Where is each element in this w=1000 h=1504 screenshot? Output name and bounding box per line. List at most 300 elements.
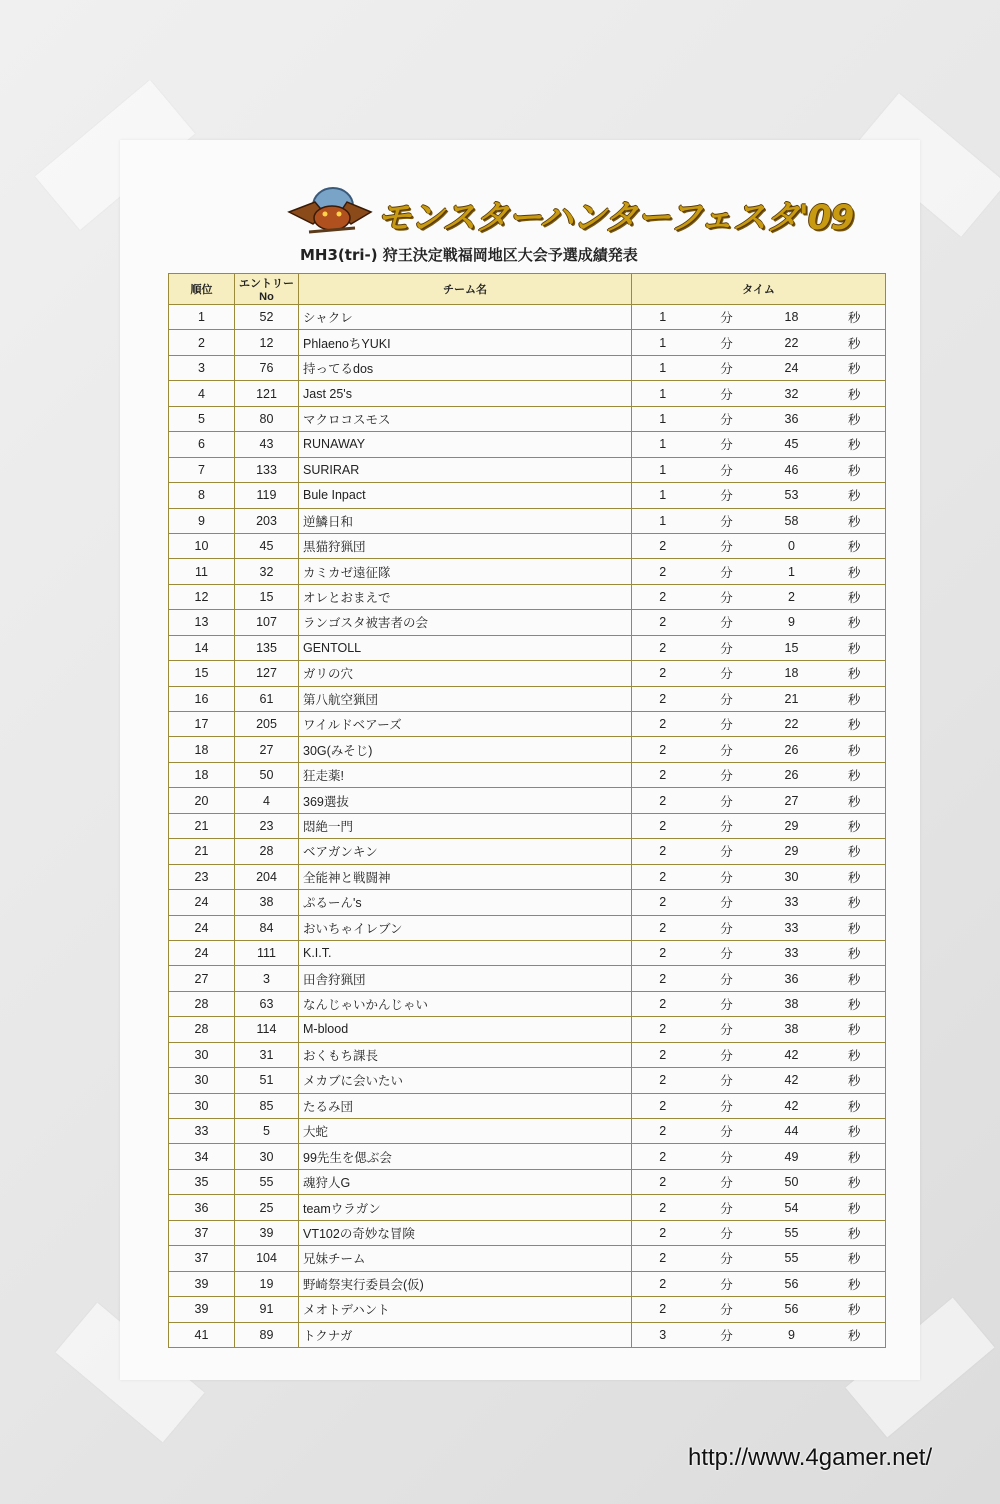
table-row [169, 839, 886, 864]
team-name-cell: おくもち課長 [299, 1042, 632, 1067]
team-name-cell: RUNAWAY [299, 432, 632, 457]
seconds-unit-cell: 秒 [824, 1169, 886, 1194]
team-name-cell: ベアガンキン [299, 839, 632, 864]
seconds-unit-cell: 秒 [824, 1119, 886, 1144]
seconds-cell: 18 [760, 661, 824, 686]
seconds-unit-cell: 秒 [824, 1195, 886, 1220]
minutes-unit-cell: 分 [694, 1271, 760, 1296]
table-row [169, 890, 886, 915]
rank-cell: 13 [169, 610, 235, 635]
minutes-unit-cell: 分 [694, 1144, 760, 1169]
minutes-unit-cell: 分 [694, 1017, 760, 1042]
minutes-cell: 1 [632, 508, 694, 533]
seconds-unit-cell: 秒 [824, 1093, 886, 1118]
seconds-cell: 30 [760, 864, 824, 889]
team-name-cell: teamウラガン [299, 1195, 632, 1220]
minutes-unit-cell: 分 [694, 1119, 760, 1144]
seconds-cell: 42 [760, 1068, 824, 1093]
minutes-unit-cell: 分 [694, 559, 760, 584]
entry-no-cell: 114 [235, 1017, 299, 1042]
seconds-unit-cell: 秒 [824, 330, 886, 355]
seconds-cell: 18 [760, 305, 824, 330]
minutes-unit-cell: 分 [694, 1246, 760, 1271]
team-name-cell: メカブに会いたい [299, 1068, 632, 1093]
site-watermark: http://www.4gamer.net/ [688, 1444, 933, 1471]
seconds-cell: 42 [760, 1042, 824, 1067]
team-name-cell: トクナガ [299, 1322, 632, 1347]
team-name-cell: 369選抜 [299, 788, 632, 813]
minutes-cell: 1 [632, 305, 694, 330]
team-name-cell: シャクレ [299, 305, 632, 330]
seconds-unit-cell: 秒 [824, 381, 886, 406]
seconds-cell: 56 [760, 1271, 824, 1296]
minutes-cell: 2 [632, 1195, 694, 1220]
seconds-unit-cell: 秒 [824, 533, 886, 558]
minutes-unit-cell: 分 [694, 406, 760, 431]
table-row [169, 610, 886, 635]
seconds-cell: 36 [760, 966, 824, 991]
entry-no-cell: 119 [235, 483, 299, 508]
entry-no-cell: 51 [235, 1068, 299, 1093]
minutes-unit-cell: 分 [694, 940, 760, 965]
team-name-cell: Jast 25's [299, 381, 632, 406]
rank-cell: 2 [169, 330, 235, 355]
rank-cell: 11 [169, 559, 235, 584]
entry-no-cell: 32 [235, 559, 299, 584]
seconds-unit-cell: 秒 [824, 839, 886, 864]
table-row [169, 1220, 886, 1245]
table-row [169, 661, 886, 686]
minutes-unit-cell: 分 [694, 1297, 760, 1322]
monster-emblem-icon [285, 184, 375, 240]
minutes-unit-cell: 分 [694, 864, 760, 889]
rank-cell: 17 [169, 712, 235, 737]
seconds-cell: 26 [760, 762, 824, 787]
minutes-unit-cell: 分 [694, 432, 760, 457]
seconds-cell: 42 [760, 1093, 824, 1118]
header-time: タイム [632, 274, 886, 305]
seconds-unit-cell: 秒 [824, 1144, 886, 1169]
minutes-unit-cell: 分 [694, 813, 760, 838]
minutes-cell: 2 [632, 533, 694, 558]
table-row [169, 305, 886, 330]
seconds-cell: 38 [760, 991, 824, 1016]
rank-cell: 28 [169, 1017, 235, 1042]
rank-cell: 1 [169, 305, 235, 330]
seconds-cell: 27 [760, 788, 824, 813]
team-name-cell: 黒猫狩猟団 [299, 533, 632, 558]
team-name-cell: 30G(みそじ) [299, 737, 632, 762]
entry-no-cell: 111 [235, 940, 299, 965]
team-name-cell: オレとおまえで [299, 584, 632, 609]
team-name-cell: ランゴスタ被害者の会 [299, 610, 632, 635]
table-row [169, 406, 886, 431]
seconds-cell: 29 [760, 813, 824, 838]
seconds-cell: 50 [760, 1169, 824, 1194]
logo-title: モンスターハンターフェスタ'09 [377, 198, 854, 238]
results-table [168, 273, 886, 1348]
seconds-unit-cell: 秒 [824, 915, 886, 940]
seconds-unit-cell: 秒 [824, 890, 886, 915]
entry-no-cell: 133 [235, 457, 299, 482]
entry-no-cell: 203 [235, 508, 299, 533]
rank-cell: 5 [169, 406, 235, 431]
entry-no-cell: 3 [235, 966, 299, 991]
seconds-cell: 21 [760, 686, 824, 711]
minutes-unit-cell: 分 [694, 1322, 760, 1347]
rank-cell: 20 [169, 788, 235, 813]
minutes-cell: 2 [632, 1068, 694, 1093]
minutes-unit-cell: 分 [694, 1093, 760, 1118]
entry-no-cell: 31 [235, 1042, 299, 1067]
rank-cell: 7 [169, 457, 235, 482]
minutes-unit-cell: 分 [694, 635, 760, 660]
rank-cell: 15 [169, 661, 235, 686]
entry-no-cell: 30 [235, 1144, 299, 1169]
seconds-unit-cell: 秒 [824, 635, 886, 660]
table-row [169, 432, 886, 457]
minutes-unit-cell: 分 [694, 330, 760, 355]
entry-no-cell: 28 [235, 839, 299, 864]
table-row [169, 355, 886, 380]
rank-cell: 21 [169, 839, 235, 864]
table-row [169, 1093, 886, 1118]
entry-no-cell: 19 [235, 1271, 299, 1296]
minutes-cell: 1 [632, 406, 694, 431]
table-row [169, 533, 886, 558]
team-name-cell: Bule Inpact [299, 483, 632, 508]
seconds-cell: 22 [760, 712, 824, 737]
minutes-unit-cell: 分 [694, 712, 760, 737]
table-row [169, 737, 886, 762]
minutes-unit-cell: 分 [694, 788, 760, 813]
entry-no-cell: 85 [235, 1093, 299, 1118]
seconds-unit-cell: 秒 [824, 406, 886, 431]
seconds-unit-cell: 秒 [824, 864, 886, 889]
seconds-cell: 58 [760, 508, 824, 533]
table-row [169, 712, 886, 737]
minutes-unit-cell: 分 [694, 305, 760, 330]
seconds-cell: 45 [760, 432, 824, 457]
team-name-cell: 持ってるdos [299, 355, 632, 380]
minutes-unit-cell: 分 [694, 737, 760, 762]
table-row [169, 813, 886, 838]
table-row [169, 1246, 886, 1271]
seconds-unit-cell: 秒 [824, 712, 886, 737]
seconds-cell: 55 [760, 1220, 824, 1245]
minutes-unit-cell: 分 [694, 483, 760, 508]
minutes-cell: 1 [632, 355, 694, 380]
entry-no-cell: 50 [235, 762, 299, 787]
seconds-cell: 24 [760, 355, 824, 380]
rank-cell: 35 [169, 1169, 235, 1194]
table-row [169, 940, 886, 965]
table-row [169, 1068, 886, 1093]
rank-cell: 30 [169, 1042, 235, 1067]
team-name-cell: 大蛇 [299, 1119, 632, 1144]
header-rank: 順位 [169, 274, 235, 305]
entry-no-cell: 104 [235, 1246, 299, 1271]
team-name-cell: GENTOLL [299, 635, 632, 660]
header-entry-no: エントリーNo [235, 274, 299, 305]
table-row [169, 381, 886, 406]
team-name-cell: カミカゼ遠征隊 [299, 559, 632, 584]
table-row [169, 1017, 886, 1042]
entry-no-cell: 205 [235, 712, 299, 737]
team-name-cell: 魂狩人G [299, 1169, 632, 1194]
minutes-cell: 2 [632, 1017, 694, 1042]
minutes-unit-cell: 分 [694, 966, 760, 991]
seconds-unit-cell: 秒 [824, 1271, 886, 1296]
team-name-cell: 99先生を偲ぶ会 [299, 1144, 632, 1169]
seconds-unit-cell: 秒 [824, 966, 886, 991]
minutes-cell: 2 [632, 635, 694, 660]
seconds-cell: 26 [760, 737, 824, 762]
minutes-cell: 2 [632, 1297, 694, 1322]
seconds-cell: 56 [760, 1297, 824, 1322]
table-row [169, 1119, 886, 1144]
team-name-cell: 兄妹チーム [299, 1246, 632, 1271]
minutes-cell: 2 [632, 610, 694, 635]
team-name-cell: なんじゃいかんじゃい [299, 991, 632, 1016]
team-name-cell: 全能神と戦闘神 [299, 864, 632, 889]
rank-cell: 37 [169, 1246, 235, 1271]
minutes-unit-cell: 分 [694, 661, 760, 686]
table-row [169, 1322, 886, 1347]
team-name-cell: マクロコスモス [299, 406, 632, 431]
table-row [169, 1144, 886, 1169]
table-row [169, 686, 886, 711]
seconds-unit-cell: 秒 [824, 432, 886, 457]
minutes-cell: 2 [632, 686, 694, 711]
team-name-cell: ぷるーん's [299, 890, 632, 915]
minutes-cell: 2 [632, 1093, 694, 1118]
seconds-cell: 49 [760, 1144, 824, 1169]
seconds-cell: 1 [760, 559, 824, 584]
minutes-cell: 2 [632, 712, 694, 737]
entry-no-cell: 55 [235, 1169, 299, 1194]
seconds-unit-cell: 秒 [824, 762, 886, 787]
minutes-unit-cell: 分 [694, 508, 760, 533]
entry-no-cell: 135 [235, 635, 299, 660]
seconds-cell: 22 [760, 330, 824, 355]
table-header-row [169, 274, 886, 305]
entry-no-cell: 38 [235, 890, 299, 915]
entry-no-cell: 84 [235, 915, 299, 940]
entry-no-cell: 23 [235, 813, 299, 838]
minutes-cell: 2 [632, 1042, 694, 1067]
table-row [169, 483, 886, 508]
rank-cell: 6 [169, 432, 235, 457]
minutes-cell: 1 [632, 483, 694, 508]
page-title: MH3(tri-) 狩王決定戦福岡地区大会予選成績発表 [300, 246, 638, 264]
seconds-unit-cell: 秒 [824, 457, 886, 482]
entry-no-cell: 5 [235, 1119, 299, 1144]
team-name-cell: PhlaenoちYUKI [299, 330, 632, 355]
team-name-cell: SURIRAR [299, 457, 632, 482]
minutes-cell: 2 [632, 839, 694, 864]
table-row [169, 1169, 886, 1194]
table-row [169, 915, 886, 940]
minutes-unit-cell: 分 [694, 457, 760, 482]
team-name-cell: 逆鱗日和 [299, 508, 632, 533]
seconds-unit-cell: 秒 [824, 1042, 886, 1067]
header-team-name: チーム名 [299, 274, 632, 305]
entry-no-cell: 204 [235, 864, 299, 889]
team-name-cell: ガリの穴 [299, 661, 632, 686]
minutes-unit-cell: 分 [694, 584, 760, 609]
seconds-unit-cell: 秒 [824, 1246, 886, 1271]
team-name-cell: VT102の奇妙な冒険 [299, 1220, 632, 1245]
seconds-cell: 36 [760, 406, 824, 431]
entry-no-cell: 15 [235, 584, 299, 609]
minutes-cell: 2 [632, 940, 694, 965]
entry-no-cell: 107 [235, 610, 299, 635]
minutes-unit-cell: 分 [694, 1195, 760, 1220]
entry-no-cell: 89 [235, 1322, 299, 1347]
rank-cell: 23 [169, 864, 235, 889]
minutes-cell: 2 [632, 584, 694, 609]
seconds-unit-cell: 秒 [824, 991, 886, 1016]
minutes-unit-cell: 分 [694, 890, 760, 915]
minutes-cell: 2 [632, 864, 694, 889]
minutes-unit-cell: 分 [694, 355, 760, 380]
seconds-cell: 33 [760, 940, 824, 965]
rank-cell: 39 [169, 1271, 235, 1296]
minutes-unit-cell: 分 [694, 1169, 760, 1194]
rank-cell: 30 [169, 1093, 235, 1118]
team-name-cell: 悶絶一門 [299, 813, 632, 838]
table-row [169, 559, 886, 584]
seconds-cell: 33 [760, 890, 824, 915]
minutes-cell: 2 [632, 915, 694, 940]
entry-no-cell: 12 [235, 330, 299, 355]
seconds-unit-cell: 秒 [824, 1068, 886, 1093]
seconds-unit-cell: 秒 [824, 508, 886, 533]
minutes-unit-cell: 分 [694, 915, 760, 940]
minutes-cell: 2 [632, 991, 694, 1016]
minutes-cell: 1 [632, 457, 694, 482]
rank-cell: 16 [169, 686, 235, 711]
table-row [169, 508, 886, 533]
rank-cell: 18 [169, 737, 235, 762]
seconds-cell: 29 [760, 839, 824, 864]
minutes-unit-cell: 分 [694, 1042, 760, 1067]
rank-cell: 3 [169, 355, 235, 380]
minutes-cell: 2 [632, 966, 694, 991]
rank-cell: 9 [169, 508, 235, 533]
entry-no-cell: 27 [235, 737, 299, 762]
entry-no-cell: 63 [235, 991, 299, 1016]
minutes-cell: 3 [632, 1322, 694, 1347]
rank-cell: 41 [169, 1322, 235, 1347]
rank-cell: 8 [169, 483, 235, 508]
table-row [169, 584, 886, 609]
minutes-cell: 1 [632, 432, 694, 457]
entry-no-cell: 61 [235, 686, 299, 711]
seconds-unit-cell: 秒 [824, 813, 886, 838]
rank-cell: 30 [169, 1068, 235, 1093]
rank-cell: 24 [169, 915, 235, 940]
rank-cell: 34 [169, 1144, 235, 1169]
rank-cell: 14 [169, 635, 235, 660]
seconds-cell: 54 [760, 1195, 824, 1220]
rank-cell: 28 [169, 991, 235, 1016]
minutes-cell: 2 [632, 737, 694, 762]
table-row [169, 1271, 886, 1296]
minutes-unit-cell: 分 [694, 991, 760, 1016]
seconds-unit-cell: 秒 [824, 1297, 886, 1322]
team-name-cell: 第八航空猟団 [299, 686, 632, 711]
minutes-unit-cell: 分 [694, 839, 760, 864]
entry-no-cell: 80 [235, 406, 299, 431]
seconds-unit-cell: 秒 [824, 788, 886, 813]
rank-cell: 39 [169, 1297, 235, 1322]
team-name-cell: M-blood [299, 1017, 632, 1042]
minutes-cell: 2 [632, 890, 694, 915]
seconds-unit-cell: 秒 [824, 559, 886, 584]
seconds-cell: 0 [760, 533, 824, 558]
team-name-cell: 野崎祭実行委員会(仮) [299, 1271, 632, 1296]
rank-cell: 33 [169, 1119, 235, 1144]
seconds-cell: 9 [760, 1322, 824, 1347]
entry-no-cell: 4 [235, 788, 299, 813]
rank-cell: 18 [169, 762, 235, 787]
rank-cell: 4 [169, 381, 235, 406]
table-row [169, 788, 886, 813]
seconds-cell: 9 [760, 610, 824, 635]
rank-cell: 10 [169, 533, 235, 558]
minutes-unit-cell: 分 [694, 1068, 760, 1093]
seconds-cell: 44 [760, 1119, 824, 1144]
rank-cell: 24 [169, 890, 235, 915]
seconds-unit-cell: 秒 [824, 1322, 886, 1347]
entry-no-cell: 39 [235, 1220, 299, 1245]
rank-cell: 12 [169, 584, 235, 609]
team-name-cell: メオトデハント [299, 1297, 632, 1322]
seconds-cell: 53 [760, 483, 824, 508]
table-row [169, 330, 886, 355]
team-name-cell: たるみ団 [299, 1093, 632, 1118]
team-name-cell: 狂走薬! [299, 762, 632, 787]
table-row [169, 635, 886, 660]
seconds-unit-cell: 秒 [824, 737, 886, 762]
rank-cell: 36 [169, 1195, 235, 1220]
minutes-unit-cell: 分 [694, 610, 760, 635]
entry-no-cell: 45 [235, 533, 299, 558]
seconds-cell: 55 [760, 1246, 824, 1271]
rank-cell: 24 [169, 940, 235, 965]
minutes-unit-cell: 分 [694, 686, 760, 711]
minutes-cell: 2 [632, 1271, 694, 1296]
minutes-cell: 2 [632, 1169, 694, 1194]
team-name-cell: おいちゃイレブン [299, 915, 632, 940]
minutes-cell: 2 [632, 1144, 694, 1169]
seconds-unit-cell: 秒 [824, 355, 886, 380]
table-row [169, 1297, 886, 1322]
seconds-cell: 46 [760, 457, 824, 482]
minutes-cell: 2 [632, 1119, 694, 1144]
entry-no-cell: 91 [235, 1297, 299, 1322]
minutes-cell: 1 [632, 381, 694, 406]
table-row [169, 1195, 886, 1220]
minutes-cell: 2 [632, 1246, 694, 1271]
entry-no-cell: 43 [235, 432, 299, 457]
seconds-unit-cell: 秒 [824, 1220, 886, 1245]
minutes-cell: 2 [632, 813, 694, 838]
team-name-cell: K.I.T. [299, 940, 632, 965]
team-name-cell: ワイルドベアーズ [299, 712, 632, 737]
